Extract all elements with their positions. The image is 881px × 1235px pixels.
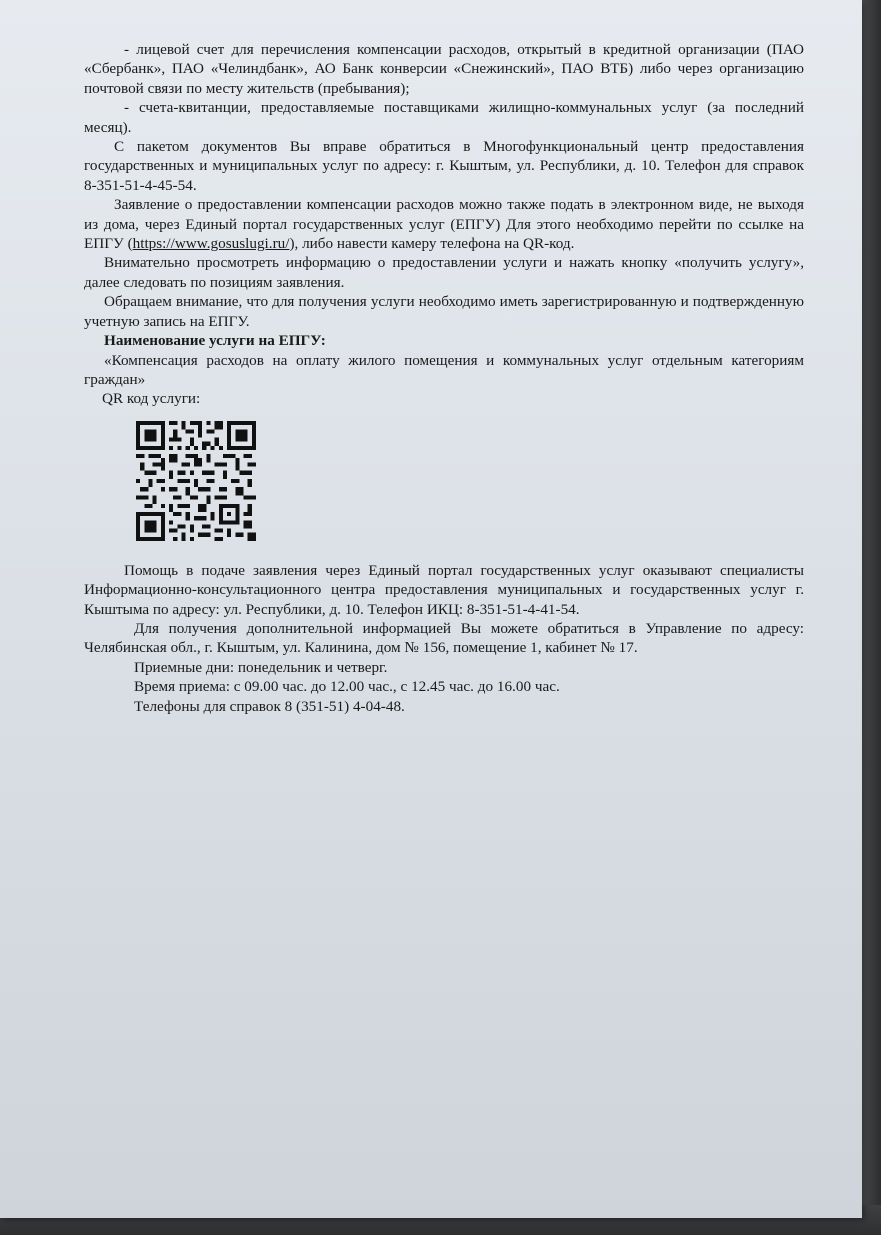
paragraph-additional-info: Для получения дополнительной информацией Вы можете обратиться в Управление по адресу: Челябинская обл., г. Кыштым, ул. Калинина, дом № 156, помещение 1, кабинет № 17. — [84, 619, 804, 657]
paragraph-electronic-text: Заявление о предоставлении компенсации расходов можно также подать в электронном виде, не выходя из дома, через Единый портал государственных услуг (ЕПГУ) Для этого необходимо перейти по ссылке на ЕПГУ ( — [84, 196, 804, 253]
service-name: «Компенсация расходов на оплату жилого помещения и коммунальных услуг отдельным категориям граждан» — [84, 351, 804, 388]
service-heading: Наименование услуги на ЕПГУ: — [104, 332, 326, 350]
paragraph-attention: Обращаем внимание, что для получения услуги необходимо иметь зарегистрированную и подтвержденную учетную запись на ЕПГУ. — [84, 293, 804, 330]
reference-phones: Телефоны для справок 8 (351-51) 4-04-48. — [134, 697, 405, 715]
qr-code[interactable] — [136, 421, 256, 541]
paragraph-bank-account: - лицевой счет для перечисления компенсации расходов, открытый в кредитной организации (ПАО «Сбербанк», ПАО «Челиндбанк», АО Банк конверсии «Снежинский», ПАО ВТБ) либо через организацию почтовой связи по месту жительств (пребывания); — [84, 41, 804, 97]
paragraph-help-center: Помощь в подаче заявления через Единый портал государственных услуг оказывают специалисты Информационно-консультационного центра предоставления муниципальных и государственных услуг г. Кыштыма по адресу: ул. Республики, д. 10. Телефон ИКЦ: 8-351-51-4-41-54. — [84, 561, 804, 618]
paragraph-invoices: - счета-квитанции, предоставляемые поставщиками жилищно-коммунальных услуг (за последний месяц). — [84, 99, 804, 136]
reception-hours: Время приема: с 09.00 час. до 12.00 час., с 12.45 час. до 16.00 час. — [134, 678, 560, 696]
paragraph-electronic-tail: ), либо навести камеру телефона на QR-код. — [289, 235, 575, 253]
qr-label: QR код услуги: — [102, 390, 201, 408]
qr-code-icon — [136, 421, 256, 541]
paragraph-instructions: Внимательно просмотреть информацию о предоставлении услуги и нажать кнопку «получить услугу», далее следовать по позициям заявления. — [84, 254, 804, 291]
gosuslugi-link[interactable]: https://www.gosuslugi.ru/ — [132, 235, 290, 253]
reception-days: Приемные дни: понедельник и четверг. — [134, 658, 388, 676]
paragraph-mfc: С пакетом документов Вы вправе обратиться в Многофункциональный центр предоставления государственных и муниципальных услуг по адресу: г. Кыштым, ул. Республики, д. 10. Телефон для справок 8-351-51-4-45-54. — [84, 138, 804, 194]
paragraph-electronic — [84, 195, 804, 253]
